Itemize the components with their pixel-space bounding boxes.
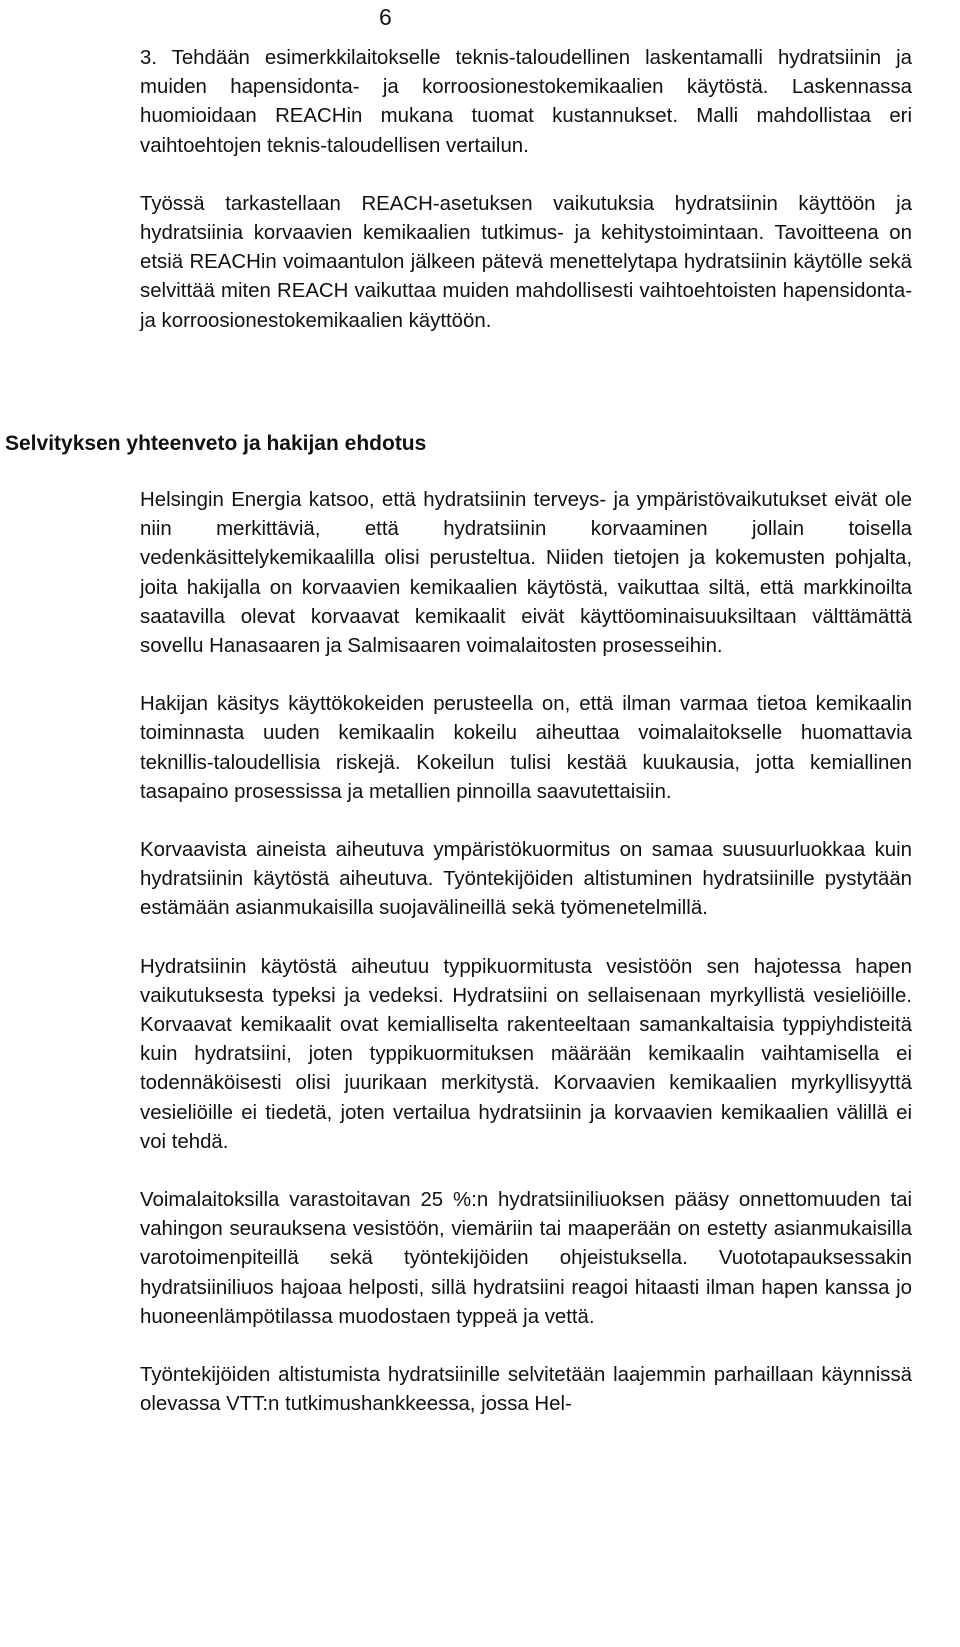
section-paragraph: Voimalaitoksilla varastoitavan 25 %:n hydratsiiniliuoksen pääsy onnettomuuden tai vahingon seurauksena vesistöön, viemäriin tai maaperään on estetty asianmukaisilla varotoimenpiteillä sekä työntekijöiden ohjeistuksella. Vuototapauksessakin hydratsiiniliuos hajoaa helposti, sillä hydratsiini reagoi hitaasti ilman hapen kanssa jo huoneenlämpötilassa muodostaen typpeä ja vettä. xyxy=(140,1189,912,1328)
section-paragraph: Helsingin Energia katsoo, että hydratsiinin terveys- ja ympäristövaikutukset eivät ole niin merkittäviä, että hydratsiinin korvaaminen jollain toisella vedenkäsittelykemikaalilla olisi perusteltua. Niiden tietojen ja kokemusten pohjalta, joita hakijalla on korvaavien kemikaalien käytöstä, vaikuttaa siltä, että markkinoilta saatavilla olevat korvaavat kemikaalit eivät käyttöominaisuuksiltaan välttämättä sovellu Hanasaaren ja Salmisaaren voimalaitosten prosesseihin. xyxy=(140,489,912,658)
section-paragraph: Työntekijöiden altistumista hydratsiinille selvitetään laajemmin parhaillaan käynnissä olevassa VTT:n tutkimushankkeessa, jossa Hel- xyxy=(140,1364,912,1416)
section-heading: Selvityksen yhteenveto ja hakijan ehdotus xyxy=(5,432,427,455)
section-paragraph: Hakijan käsitys käyttökokeiden perusteella on, että ilman varmaa tietoa kemikaalin toiminnasta uuden kemikaalin kokeilu aiheuttaa voimalaitokselle huomattavia teknillis-taloudellisia riskejä. Kokeilun tulisi kestää kuukausia, jotta kemiallinen tasapaino prosessissa ja metallien pinnoilla saavutettaisiin. xyxy=(140,693,912,803)
section-body xyxy=(140,486,912,1419)
page-number: 6 xyxy=(379,4,392,30)
numbered-item-3: 3. Tehdään esimerkkilaitokselle teknis-taloudellinen laskentamalli hydratsiinin ja muiden hapensidonta- ja korroosionestokemikaalien käytöstä. Laskennassa huomioidaan REACHin mukana tuomat kustannukset. Malli mahdollistaa eri vaihtoehtojen teknis-taloudellisen vertailun. xyxy=(140,47,912,157)
intro-paragraph: Työssä tarkastellaan REACH-asetuksen vaikutuksia hydratsiinin käyttöön ja hydratsiinia korvaavien kemikaalien tutkimus- ja kehitystoimintaan. Tavoitteena on etsiä REACHin voimaantulon jälkeen pätevä menettelytapa hydratsiinin käytölle sekä selvittää miten REACH vaikuttaa muiden mahdollisesti vaihtoehtoisten hapensidonta- ja korroosionestokemikaalien käyttöön. xyxy=(140,192,912,332)
intro-block xyxy=(140,44,912,336)
section-paragraph: Hydratsiinin käytöstä aiheutuu typpikuormitusta vesistöön sen hajotessa hapen vaikutuksesta typeksi ja vedeksi. Hydratsiini on sellaisenaan myrkyllistä vesieliöille. Korvaavat kemikaalit ovat kemialliselta rakenteeltaan samankaltaisia typpiyhdisteitä kuin hydratsiini, joten typpikuormituksen määrään kemikaalin vaihtamisella ei todennäköisesti olisi juurikaan merkitystä. Korvaavien kemikaalien myrkyllisyyttä vesieliöille ei tiedetä, joten vertailua hydratsiinin ja korvaavien kemikaalien välillä ei voi tehdä. xyxy=(140,955,912,1153)
section-paragraph: Korvaavista aineista aiheutuva ympäristökuormitus on samaa suusuurluokkaa kuin hydratsiinin käytöstä aiheutuva. Työntekijöiden altistuminen hydratsiinille pystytään estämään asianmukaisilla suojavälineillä sekä työmenetelmillä. xyxy=(140,839,912,920)
